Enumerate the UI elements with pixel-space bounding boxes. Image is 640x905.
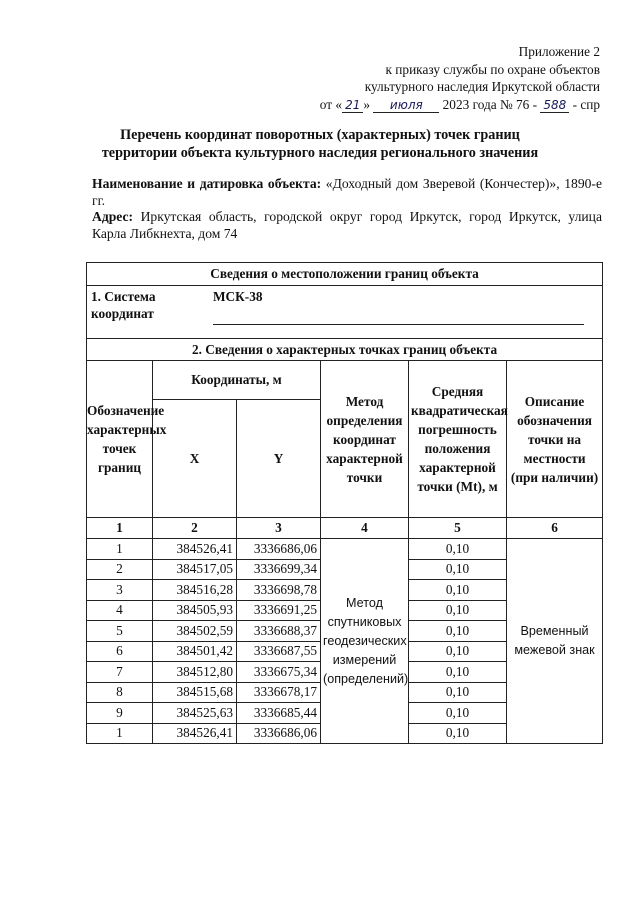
object-address-value: Иркутская область, городской округ город Иркутск, город Иркутск, улица Карла Либкнехта, дом 74 (92, 209, 602, 241)
header-x: X (153, 400, 237, 518)
object-address-label: Адрес: (92, 209, 134, 224)
appendix-order-ref: к приказу службы по охране объектов (385, 61, 600, 77)
error-cell: 0,10 (409, 621, 507, 642)
point-cell: 6 (87, 641, 153, 662)
error-cell: 0,10 (409, 703, 507, 724)
object-name-value: «Доходный дом Зверевой (Кончестер)», 1890-е гг. (92, 176, 602, 208)
error-cell: 0,10 (409, 600, 507, 621)
point-cell: 1 (87, 539, 153, 560)
error-cell: 0,10 (409, 641, 507, 662)
header-description: Описание обозначения точки на местности (при наличии) (507, 361, 603, 518)
x-cell: 384512,80 (153, 662, 237, 683)
appendix-authority: культурного наследия Иркутской области (364, 79, 600, 94)
coordinates-table (86, 262, 603, 744)
document-title (40, 126, 600, 162)
object-name-label: Наименование и датировка объекта: (92, 176, 322, 191)
column-number-row (87, 518, 603, 539)
section2-title: 2. Сведения о характерных точках границ объекта (87, 339, 603, 361)
x-cell: 384505,93 (153, 600, 237, 621)
error-cell: 0,10 (409, 682, 507, 703)
section1-title: Сведения о местоположении границ объекта (87, 263, 603, 286)
error-cell: 0,10 (409, 539, 507, 560)
col-number: 4 (321, 518, 409, 539)
y-cell: 3336678,17 (237, 682, 321, 703)
x-cell: 384526,41 (153, 723, 237, 744)
point-cell: 4 (87, 600, 153, 621)
col-number: 5 (409, 518, 507, 539)
header-point: Обозначение характерных точек границ (87, 361, 153, 518)
point-cell: 1 (87, 723, 153, 744)
point-cell: 8 (87, 682, 153, 703)
point-cell: 7 (87, 662, 153, 683)
y-cell: 3336687,55 (237, 641, 321, 662)
col-number: 2 (153, 518, 237, 539)
x-cell: 384516,28 (153, 580, 237, 601)
order-date-line (320, 96, 600, 114)
order-suffix: - спр (572, 96, 600, 112)
y-cell: 3336685,44 (237, 703, 321, 724)
header-error: Средняя квадратическая погрешность положения характерной точки (Mt), м (409, 361, 507, 518)
y-cell: 3336688,37 (237, 621, 321, 642)
y-cell: 3336691,25 (237, 600, 321, 621)
x-cell: 384515,68 (153, 682, 237, 703)
header-method: Метод определения координат характерной точки (321, 361, 409, 518)
y-cell: 3336675,34 (237, 662, 321, 683)
point-cell: 9 (87, 703, 153, 724)
x-cell: 384526,41 (153, 539, 237, 560)
x-cell: 384525,63 (153, 703, 237, 724)
header-y: Y (237, 400, 321, 518)
col-number: 6 (507, 518, 603, 539)
title-line-2: территории объекта культурного наследия регионального значения (101, 145, 539, 161)
x-cell: 384502,59 (153, 621, 237, 642)
x-cell: 384501,42 (153, 641, 237, 662)
method-cell: Метод спутниковых геодезических измерений (определений) (321, 539, 409, 744)
object-name (92, 175, 602, 209)
table-row (87, 539, 603, 560)
appendix-header (320, 43, 600, 113)
coord-system-label: 1. Система координат (91, 289, 156, 321)
y-cell: 3336686,06 (237, 539, 321, 560)
y-cell: 3336698,78 (237, 580, 321, 601)
coord-system-underline (213, 323, 584, 325)
header-coords: Координаты, м (153, 361, 321, 400)
handwritten-month: июля (373, 98, 439, 113)
order-year-number: 2023 года № 76 - (442, 96, 538, 112)
y-cell: 3336686,06 (237, 723, 321, 744)
appendix-title: Приложение 2 (518, 44, 600, 59)
point-cell: 2 (87, 559, 153, 580)
col-number: 1 (87, 518, 153, 539)
x-cell: 384517,05 (153, 559, 237, 580)
coord-system-value: МСК-38 (213, 289, 263, 304)
date-prefix: от « (319, 96, 343, 112)
handwritten-order-number: 588 (540, 98, 569, 113)
col-number: 3 (237, 518, 321, 539)
point-cell: 3 (87, 580, 153, 601)
error-cell: 0,10 (409, 662, 507, 683)
error-cell: 0,10 (409, 559, 507, 580)
title-line-1: Перечень координат поворотных (характерных) точек границ (120, 127, 520, 143)
point-cell: 5 (87, 621, 153, 642)
error-cell: 0,10 (409, 723, 507, 744)
handwritten-day: 21 (342, 98, 363, 113)
coord-system-row (87, 286, 603, 339)
y-cell: 3336699,34 (237, 559, 321, 580)
error-cell: 0,10 (409, 580, 507, 601)
date-quote: » (363, 96, 370, 112)
description-cell: Временный межевой знак (507, 539, 603, 744)
object-address (92, 208, 602, 242)
